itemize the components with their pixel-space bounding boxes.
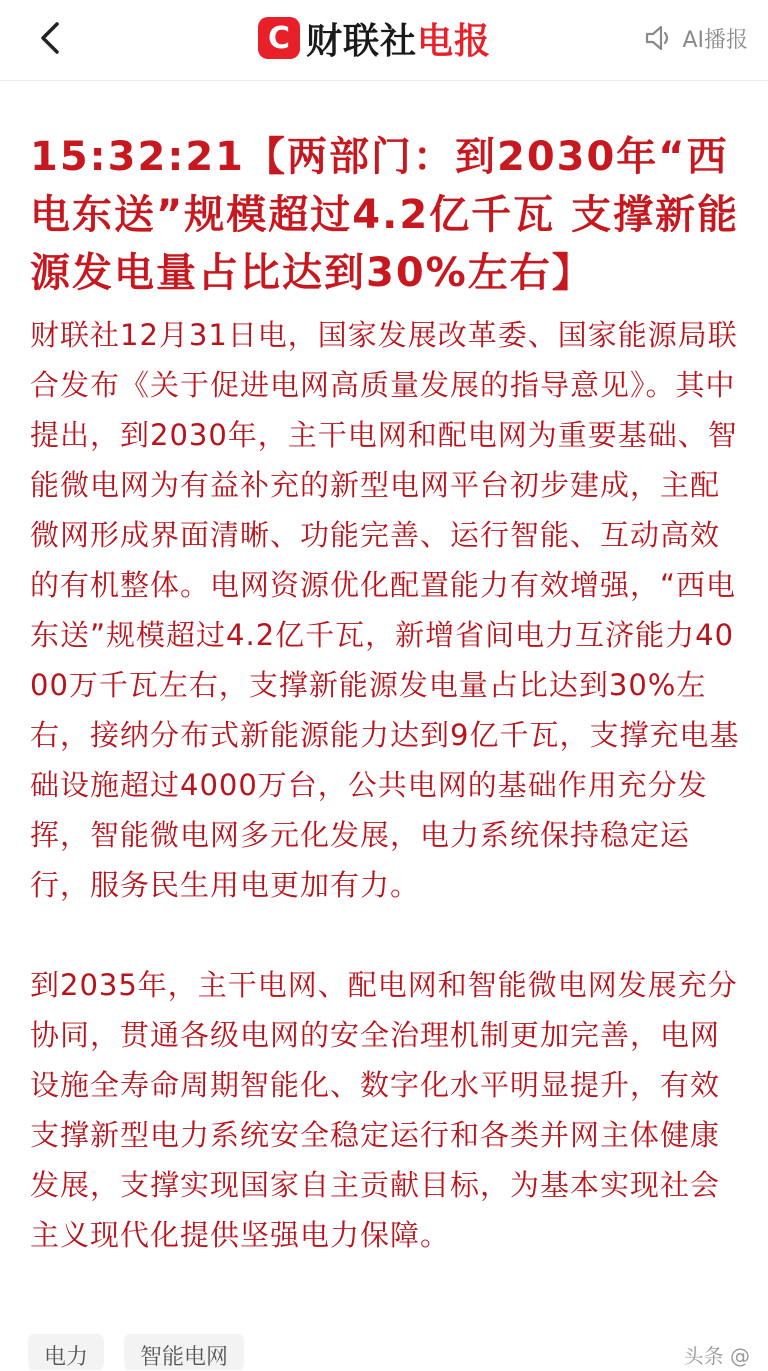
logo-text-black: 财联社 xyxy=(306,20,418,62)
ai-play-label: AI播报 xyxy=(682,27,748,53)
top-bar xyxy=(0,0,768,81)
ai-play-button[interactable] xyxy=(644,20,748,56)
logo-badge xyxy=(258,17,300,59)
logo-text-red: 电报 xyxy=(417,20,492,62)
logo-mark: C xyxy=(267,20,291,56)
app-logo xyxy=(258,12,491,64)
article-paragraph-1: 财联社12月31日电，国家发展改革委、国家能源局联合发布《关于促进电网高质量发展的指导意见》。其中提出，到2030年，主干电网和配电网为重要基础、智能微电网为有益补充的新型电网平台初步建成，主配微网形成界面清晰、功能完善、运行智能、互动高效的有机整体。电网资源优化配置能力有效增强，“西电东送”规模超过4.2亿千瓦，新增省间电力互济能力4000万千瓦左右，支撑新能源发电量占比达到30%左右，接纳分布式新能源能力达到9亿千瓦，支撑充电基础设施超过4000万台，公共电网的基础作用充分发挥，智能微电网多元化发展，电力系统保持稳定运行，服务民生用电更加有力。 xyxy=(30,318,740,902)
back-button[interactable] xyxy=(30,18,70,58)
tag-smart-grid[interactable]: 智能电网 xyxy=(124,1334,244,1370)
tag-list xyxy=(28,1334,244,1370)
speaker-icon xyxy=(644,24,674,52)
article-paragraph-2: 到2035年，主干电网、配电网和智能微电网发展充分协同，贯通各级电网的安全治理机制更加完善，电网设施全寿命周期智能化、数字化水平明显提升，有效支撑新型电力系统安全稳定运行和各类并网主体健康发展，支撑实现国家自主贡献目标，为基本实现社会主义现代化提供坚强电力保障。 xyxy=(30,968,738,1252)
logo-text xyxy=(306,13,491,64)
tag-electricity[interactable]: 电力 xyxy=(28,1334,104,1370)
watermark: 头条 @ xyxy=(683,1344,750,1368)
article-content xyxy=(30,128,742,1260)
back-arrow-icon xyxy=(39,21,61,55)
article-headline: 15:32:21【两部门：到2030年“西电东送”规模超过4.2亿千瓦 支撑新能源发电量占比达到30%左右】 xyxy=(30,134,740,296)
